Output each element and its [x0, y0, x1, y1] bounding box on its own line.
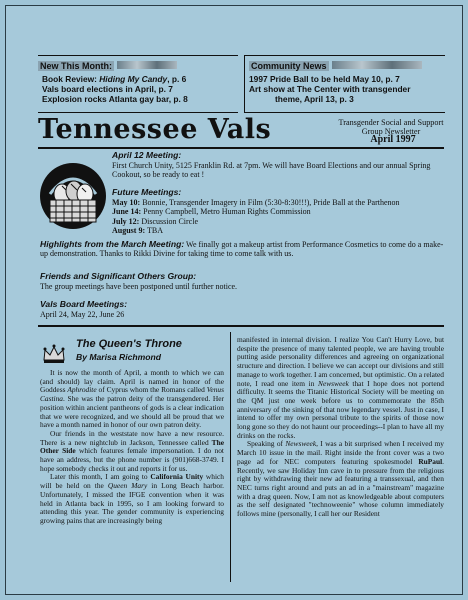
- future-meetings-list: [112, 198, 442, 236]
- right-box-line: theme, April 13, p. 3: [275, 94, 354, 104]
- easter-basket-illustration: [38, 156, 108, 236]
- board-meetings-heading: Vals Board Meetings:: [40, 299, 128, 309]
- left-box-line: Explosion rocks Atlanta gay bar, p. 8: [42, 94, 188, 104]
- issue-date: April 1997: [370, 134, 416, 145]
- right-box-line: Art show at The Center with transgender: [249, 84, 411, 94]
- meeting-item: July 12: Discussion Circle: [112, 216, 199, 226]
- meeting-item: August 9: TBA: [112, 226, 163, 236]
- highlights-section: [40, 240, 444, 258]
- community-news-box: [244, 55, 445, 113]
- april-meeting-heading: April 12 Meeting:: [112, 150, 182, 160]
- friends-group-heading: Friends and Significant Others Group:: [40, 271, 197, 281]
- masthead: [38, 115, 444, 149]
- meeting-item: June 14: Penny Campbell, Metro Human Rights Commission: [112, 207, 311, 217]
- left-box-line: Vals board elections in April, p. 7: [42, 84, 173, 94]
- right-box-line: 1997 Pride Ball to be held May 10, p. 7: [249, 74, 400, 84]
- article-byline: By Marisa Richmond: [76, 352, 162, 362]
- crown-icon: [42, 344, 66, 369]
- column-divider: [230, 332, 231, 582]
- print-smudge: [332, 61, 422, 69]
- section-divider: [38, 325, 444, 327]
- article-left-column: It is now the month of April, a month to which we can (and should) lay claim. April is named in honor of the Goddess Aphrodite of Cyprus whom the Romans called Venus Castina. She was the patron deity of the transgendered. Her position within ancient pantheons of gods is a clear indication that we were recognized, and we should all be proud that we have a month named in honor of our own patron deity. Our friends in the weststate now have a new resource. There is a new nightclub in Jackson, Tennessee called The Other Side which features female impersonation. I do not have an address, but the phone number is (901)668-3749. I hope somebody checks it out and reports it for us. Later this month, I am going to California Unity which will be held on the Queen Mary in Long Beach harbor. Unfortunately, I missed the IFGE convention when it was held in Atlanta back in 1995, so I am looking forward to attending this year. The gender community is experiencing growing pains that are increasingly being: [40, 368, 225, 525]
- april-meeting-text: First Church Unity, 5125 Franklin Rd. at 7pm. We will have Board Elections and our annual Spring Cookout, so be ready to eat !: [112, 161, 431, 180]
- meeting-item: May 10: Bonnie, Transgender Imagery in Film (5:30-8:30!!!), Pride Ball at the Parthenon: [112, 198, 400, 207]
- highlights-heading: Highlights from the March Meeting:: [40, 239, 185, 249]
- left-box-line: Book Review: Hiding My Candy, p. 6: [42, 74, 187, 84]
- highlights-text: We finally got a makeup artist from Performance Cosmetics to come do a make-up demonstration. Thanks to Rikki Divine for taking time to come talk with us.: [40, 240, 444, 259]
- newsletter-subtitle: Transgender Social and Support Group Newsletter: [338, 118, 444, 136]
- future-meetings-heading: Future Meetings:: [112, 187, 182, 197]
- newsletter-title: Tennessee Vals: [38, 114, 272, 145]
- new-this-month-box: [38, 55, 238, 113]
- new-this-month-heading: New This Month:: [40, 61, 112, 71]
- article-right-column: manifested in internal division. I realize You Can't Hurry Love, but despite the presence of many talented people, we are having trouble putting aside personality differences and agreeing on organizational structure and direction. I believe we can accept our divisions and still manage to work together. I am concerned, but optimistic. On a related note, I read one item in Newsweek that I hope does not portend difficulty. It seems the Titanic Historical Society will be meeting on the QM just one week before us to commemorate the 85th anniversary of the sinking of that now legendary vessel. Just in case, I intend to offer my own personal tribute to the spirits of those now long gone so they do not haunt our proceedings--I plan to have all my drinks on the rocks. Speaking of Newsweek, I was a bit surprised when I received my March 10 issue in the mail. Right inside the front cover was a two page ad for NEC computers featuring spokesmodel RuPaul. Recently, we saw Holiday Inn cave in to pressure from the religious right by withdrawing their new ad featuring a transsexual, and then NEC turns right around and puts an ad in a "mainstream" magazine with a drag queen. Now, I am not as knowledgeable about computers as the self designated "technoweenie" whose column immediately follows mine (personally, I call her our Resident: [237, 335, 444, 519]
- community-news-heading: Community News: [251, 61, 327, 71]
- article-title: The Queen's Throne: [76, 338, 182, 350]
- board-meetings-text: April 24, May 22, June 26: [40, 310, 125, 319]
- friends-group-text: The group meetings have been postponed until further notice.: [40, 282, 238, 291]
- print-smudge: [117, 61, 177, 69]
